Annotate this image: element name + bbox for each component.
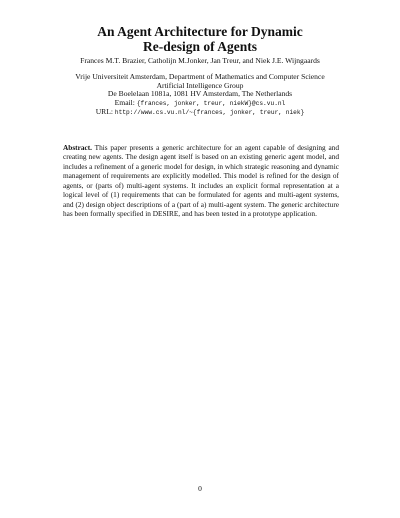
- affiliation-block: [0, 73, 400, 118]
- paper-title: [0, 24, 400, 54]
- affiliation-line-2: Artificial Intelligence Group: [156, 80, 244, 90]
- page-number: 0: [198, 484, 202, 493]
- affiliation-line-1: Vrije Universiteit Amsterdam, Department of Mathematics and Computer Science: [75, 72, 325, 81]
- url-label: URL:: [95, 107, 114, 117]
- url-row: [0, 108, 400, 118]
- email-row: [0, 99, 400, 109]
- title-line-1: An Agent Architecture for Dynamic: [97, 24, 303, 39]
- url-value: http://www.cs.vu.nl/~{frances, jonker, treur, niek}: [114, 109, 305, 117]
- abstract: [63, 143, 339, 219]
- title-line-2: Re-design of Agents: [143, 39, 257, 54]
- author-list: Frances M.T. Brazier, Catholijn M.Jonker, Jan Treur, and Niek J.E. Wijngaards: [80, 56, 320, 65]
- affiliation-line-3: De Boelelaan 1081a, 1081 HV Amsterdam, The Netherlands: [107, 89, 293, 99]
- abstract-text: This paper presents a generic architecture for an agent capable of designing and creating new agents. The design agent itself is based on an existing generic agent model, and includes a refinement of a generic model for design, in which strategic reasoning and dynamic management of requirements are explicitly modelled. This model is refined for the design of agents, or (parts of) multi-agent systems. It includes an explicit formal representation at a logical level of (1) requirements that can be formulated for agents and multi-agent systems, and (2) design object descriptions of a (part of a) multi-agent system. The generic architecture has been formally specified in DESIRE, and has been tested in a prototype application.: [63, 143, 339, 219]
- email-value: {frances, jonker, treur, niekW}@cs.vu.nl: [136, 99, 286, 107]
- abstract-label: Abstract.: [63, 143, 92, 152]
- email-label: Email:: [114, 97, 135, 107]
